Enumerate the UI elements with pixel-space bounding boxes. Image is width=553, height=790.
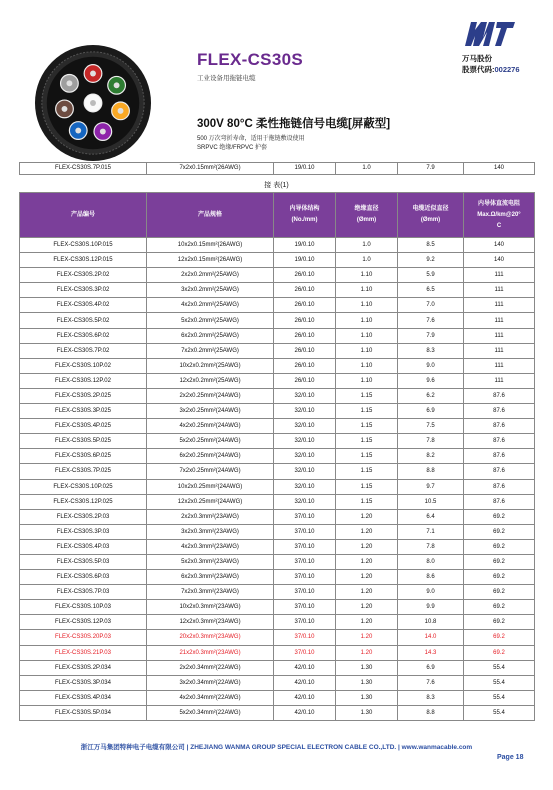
table-row	[20, 268, 535, 283]
cell-conductor: 42/0.10	[274, 675, 336, 690]
cell-diameter: 5.9	[398, 268, 464, 283]
carryover-row-table	[19, 162, 535, 175]
cell-conductor: 32/0.10	[274, 404, 336, 419]
table-row	[20, 298, 535, 313]
cell-resistance: 69.2	[464, 570, 535, 585]
cell-spec: 10x2x0.2mm²(25AWG)	[147, 358, 274, 373]
cell-diameter: 8.6	[398, 570, 464, 585]
cell-insulation: 1.15	[336, 464, 398, 479]
cell-diameter: 9.2	[398, 253, 464, 268]
cell-product-code: FLEX-CS30S.21P.03	[20, 645, 147, 660]
cell-product-code: FLEX-CS30S.10P.025	[20, 479, 147, 494]
cell-product-code: FLEX-CS30S.10P.015	[20, 238, 147, 253]
cell-conductor: 32/0.10	[274, 434, 336, 449]
cell-diameter: 6.9	[398, 404, 464, 419]
cell-resistance: 111	[464, 313, 535, 328]
cell-insulation: 1.0	[336, 253, 398, 268]
cell-insulation: 1.20	[336, 630, 398, 645]
cell-spec: 12x2x0.2mm²(25AWG)	[147, 373, 274, 388]
cell-conductor: 32/0.10	[274, 449, 336, 464]
cell-spec: 2x2x0.25mm²(24AWG)	[147, 388, 274, 403]
table-caption: 接 表(1)	[264, 182, 289, 189]
header-resistance	[464, 193, 535, 238]
cell-insulation: 1.10	[336, 358, 398, 373]
table-body	[20, 238, 535, 721]
header-diameter	[398, 193, 464, 238]
cell-conductor: 37/0.10	[274, 585, 336, 600]
cell-insulation: 1.15	[336, 434, 398, 449]
cell-insulation: 1.15	[336, 494, 398, 509]
cell-conductor: 42/0.10	[274, 660, 336, 675]
cell-resistance: 87.6	[464, 464, 535, 479]
cell-product-code: FLEX-CS30S.12P.03	[20, 615, 147, 630]
cell-resistance: 111	[464, 298, 535, 313]
cell-diameter: 6.5	[398, 283, 464, 298]
cell-resistance: 111	[464, 283, 535, 298]
cell-spec: 6x2x0.2mm²(25AWG)	[147, 328, 274, 343]
cell-spec: 3x2x0.25mm²(24AWG)	[147, 404, 274, 419]
description-line-1: 500 万次弯折寿命，适用于拖链敷设使用	[197, 136, 305, 142]
cell-conductor: 26/0.10	[274, 283, 336, 298]
cell-resistance: 111	[464, 328, 535, 343]
cell-insulation: 1.10	[336, 328, 398, 343]
cell-resistance: 111	[464, 373, 535, 388]
cell-conductor: 37/0.10	[274, 630, 336, 645]
cell-resistance: 87.6	[464, 449, 535, 464]
brand-name: 万马股份	[462, 54, 492, 63]
cell-spec: 12x2x0.25mm²(24AWG)	[147, 494, 274, 509]
cell-insulation: 1.10	[336, 313, 398, 328]
cable-cross-section-image	[34, 44, 152, 162]
cell-conductor: 26/0.10	[274, 313, 336, 328]
cell-diameter: 7.6	[398, 313, 464, 328]
cell-product-code: FLEX-CS30S.6P.02	[20, 328, 147, 343]
cell-resistance: 69.2	[464, 509, 535, 524]
cell-resistance: 111	[464, 358, 535, 373]
cell-conductor: 42/0.10	[274, 690, 336, 705]
cell-resistance: 140	[464, 163, 535, 175]
cell-diameter: 7.6	[398, 675, 464, 690]
header-label: 绝缘直径	[354, 206, 379, 212]
cell-spec: 7x2x0.25mm²(24AWG)	[147, 464, 274, 479]
cell-insulation: 1.20	[336, 570, 398, 585]
cell-conductor: 32/0.10	[274, 494, 336, 509]
cell-insulation: 1.30	[336, 690, 398, 705]
table-row	[20, 283, 535, 298]
cell-spec: 10x2x0.25mm²(24AWG)	[147, 479, 274, 494]
cell-conductor: 37/0.10	[274, 645, 336, 660]
cell-insulation: 1.10	[336, 298, 398, 313]
cell-conductor: 26/0.10	[274, 298, 336, 313]
cell-spec: 5x2x0.2mm²(25AWG)	[147, 313, 274, 328]
cell-conductor: 37/0.10	[274, 600, 336, 615]
cell-product-code: FLEX-CS30S.2P.03	[20, 509, 147, 524]
cell-insulation: 1.20	[336, 539, 398, 554]
header-spec	[147, 193, 274, 238]
table-row	[20, 313, 535, 328]
cell-insulation: 1.15	[336, 419, 398, 434]
cell-diameter: 9.0	[398, 585, 464, 600]
cell-conductor: 26/0.10	[274, 343, 336, 358]
cell-product-code: FLEX-CS30S.5P.03	[20, 554, 147, 569]
table-row	[20, 494, 535, 509]
cell-spec: 4x2x0.3mm²(23AWG)	[147, 539, 274, 554]
cell-spec: 6x2x0.3mm²(23AWG)	[147, 570, 274, 585]
cell-diameter: 8.3	[398, 690, 464, 705]
cell-resistance: 140	[464, 253, 535, 268]
cell-spec: 5x2x0.34mm²(22AWG)	[147, 705, 274, 720]
cell-product-code: FLEX-CS30S.3P.034	[20, 675, 147, 690]
table-row	[20, 570, 535, 585]
cell-insulation: 1.20	[336, 524, 398, 539]
header-label: 产品规格	[197, 211, 222, 218]
cell-diameter: 7.9	[398, 328, 464, 343]
cell-product-code: FLEX-CS30S.4P.034	[20, 690, 147, 705]
cell-diameter: 8.8	[398, 464, 464, 479]
product-subtitle: 工业设备用拖链电缆	[197, 75, 256, 82]
cell-diameter: 14.0	[398, 630, 464, 645]
cell-product-code: FLEX-CS30S.5P.025	[20, 434, 147, 449]
cell-resistance: 55.4	[464, 660, 535, 675]
cell-insulation: 1.0	[336, 238, 398, 253]
table-header-row	[20, 193, 535, 238]
cell-spec: 10x2x0.3mm²(23AWG)	[147, 600, 274, 615]
table-row	[20, 358, 535, 373]
cell-product-code: FLEX-CS30S.5P.034	[20, 705, 147, 720]
cell-diameter: 8.2	[398, 449, 464, 464]
cell-spec: 21x2x0.3mm²(23AWG)	[147, 645, 274, 660]
cell-diameter: 8.3	[398, 343, 464, 358]
header-insulation	[336, 193, 398, 238]
cell-insulation: 1.10	[336, 283, 398, 298]
header-label: (Ømm)	[356, 217, 377, 223]
cell-product-code: FLEX-CS30S.7P.025	[20, 464, 147, 479]
cell-conductor: 26/0.10	[274, 328, 336, 343]
header-label: (No./mm)	[291, 217, 318, 223]
cell-spec: 4x2x0.25mm²(24AWG)	[147, 419, 274, 434]
cell-resistance: 87.6	[464, 404, 535, 419]
cell-conductor: 19/0.10	[274, 238, 336, 253]
cell-spec: 3x2x0.34mm²(22AWG)	[147, 675, 274, 690]
cell-resistance: 55.4	[464, 705, 535, 720]
cell-product-code: FLEX-CS30S.3P.025	[20, 404, 147, 419]
cell-diameter: 7.8	[398, 539, 464, 554]
cell-diameter: 9.7	[398, 479, 464, 494]
table-row	[20, 163, 535, 175]
cell-spec: 3x2x0.2mm²(25AWG)	[147, 283, 274, 298]
cell-resistance: 69.2	[464, 554, 535, 569]
table-row	[20, 464, 535, 479]
table-row	[20, 660, 535, 675]
wanma-logo-icon	[463, 18, 517, 48]
cell-conductor: 37/0.10	[274, 554, 336, 569]
cell-insulation: 1.20	[336, 600, 398, 615]
table-row	[20, 373, 535, 388]
cell-diameter: 6.9	[398, 660, 464, 675]
cell-spec: 5x2x0.25mm²(24AWG)	[147, 434, 274, 449]
cell-diameter: 8.0	[398, 554, 464, 569]
table-row	[20, 705, 535, 720]
table-row	[20, 509, 535, 524]
table-row	[20, 388, 535, 403]
cell-insulation: 1.15	[336, 388, 398, 403]
page-number: Page 18	[497, 754, 524, 761]
cell-spec: 2x2x0.34mm²(22AWG)	[147, 660, 274, 675]
cell-product-code: FLEX-CS30S.6P.025	[20, 449, 147, 464]
cell-conductor: 26/0.10	[274, 268, 336, 283]
cell-diameter: 7.8	[398, 434, 464, 449]
table-row	[20, 645, 535, 660]
description-line-2: SRPVC 绝缘/FRPVC 护套	[197, 145, 268, 151]
cell-insulation: 1.30	[336, 675, 398, 690]
table-row	[20, 434, 535, 449]
cell-conductor: 37/0.10	[274, 615, 336, 630]
cell-product-code: FLEX-CS30S.2P.034	[20, 660, 147, 675]
cell-resistance: 87.6	[464, 479, 535, 494]
cell-spec: 4x2x0.34mm²(22AWG)	[147, 690, 274, 705]
cell-diameter: 6.4	[398, 509, 464, 524]
cell-resistance: 69.2	[464, 615, 535, 630]
cell-resistance: 87.6	[464, 494, 535, 509]
cell-insulation: 1.20	[336, 585, 398, 600]
cell-resistance: 69.2	[464, 645, 535, 660]
header-label: 电缆近似直径	[412, 206, 449, 212]
cell-product-code: FLEX-CS30S.3P.03	[20, 524, 147, 539]
table-row	[20, 253, 535, 268]
cell-diameter: 10.8	[398, 615, 464, 630]
cell-product-code: FLEX-CS30S.3P.02	[20, 283, 147, 298]
cell-spec: 5x2x0.3mm²(23AWG)	[147, 554, 274, 569]
cell-diameter: 6.2	[398, 388, 464, 403]
cell-insulation: 1.10	[336, 343, 398, 358]
cell-conductor: 37/0.10	[274, 524, 336, 539]
cell-diameter: 9.9	[398, 600, 464, 615]
cell-product-code: FLEX-CS30S.20P.03	[20, 630, 147, 645]
cell-product-code: FLEX-CS30S.10P.03	[20, 600, 147, 615]
cell-spec: 7x2x0.15mm²(26AWG)	[147, 163, 274, 175]
cell-insulation: 1.30	[336, 705, 398, 720]
cell-spec: 7x2x0.3mm²(23AWG)	[147, 585, 274, 600]
cell-conductor: 32/0.10	[274, 464, 336, 479]
cell-product-code: FLEX-CS30S.7P.03	[20, 585, 147, 600]
header-label: C	[496, 222, 502, 229]
cell-product-code: FLEX-CS30S.7P.015	[20, 163, 147, 175]
cell-conductor: 32/0.10	[274, 419, 336, 434]
stock-label: 股票代码:	[462, 65, 495, 74]
table-row	[20, 615, 535, 630]
cell-product-code: FLEX-CS30S.4P.025	[20, 419, 147, 434]
spec-table	[19, 192, 535, 721]
section-heading: 300V 80°C 柔性拖链信号电缆[屏蔽型]	[197, 118, 391, 130]
cell-product-code: FLEX-CS30S.10P.02	[20, 358, 147, 373]
table-row	[20, 404, 535, 419]
table-row	[20, 479, 535, 494]
table-row	[20, 675, 535, 690]
cell-diameter: 10.5	[398, 494, 464, 509]
cell-insulation: 1.0	[336, 163, 398, 175]
header-label: 产品编号	[70, 211, 95, 218]
cell-conductor: 32/0.10	[274, 388, 336, 403]
cell-resistance: 69.2	[464, 539, 535, 554]
table-row	[20, 600, 535, 615]
cell-diameter: 9.0	[398, 358, 464, 373]
cell-diameter: 9.6	[398, 373, 464, 388]
stock-code-value: 002276	[494, 65, 520, 74]
cell-product-code: FLEX-CS30S.6P.03	[20, 570, 147, 585]
cell-diameter: 7.9	[398, 163, 464, 175]
cell-conductor: 42/0.10	[274, 705, 336, 720]
cell-product-code: FLEX-CS30S.5P.02	[20, 313, 147, 328]
cell-resistance: 87.6	[464, 434, 535, 449]
cell-resistance: 69.2	[464, 630, 535, 645]
cell-conductor: 37/0.10	[274, 539, 336, 554]
cell-diameter: 7.5	[398, 419, 464, 434]
header-label: (Ømm)	[420, 217, 441, 223]
cell-conductor: 19/0.10	[274, 163, 336, 175]
cell-spec: 12x2x0.15mm²(26AWG)	[147, 253, 274, 268]
cell-insulation: 1.20	[336, 615, 398, 630]
table-row	[20, 524, 535, 539]
cell-spec: 20x2x0.3mm²(23AWG)	[147, 630, 274, 645]
cell-conductor: 26/0.10	[274, 373, 336, 388]
cell-insulation: 1.30	[336, 660, 398, 675]
table-row	[20, 343, 535, 358]
header-product-code	[20, 193, 147, 238]
cell-resistance: 55.4	[464, 675, 535, 690]
cell-diameter: 14.3	[398, 645, 464, 660]
cell-spec: 12x2x0.3mm²(23AWG)	[147, 615, 274, 630]
cell-diameter: 7.1	[398, 524, 464, 539]
cell-spec: 7x2x0.2mm²(25AWG)	[147, 343, 274, 358]
cell-conductor: 37/0.10	[274, 509, 336, 524]
table-row	[20, 630, 535, 645]
header-conductor	[274, 193, 336, 238]
cell-conductor: 19/0.10	[274, 253, 336, 268]
cell-resistance: 69.2	[464, 524, 535, 539]
cell-product-code: FLEX-CS30S.4P.03	[20, 539, 147, 554]
product-title: FLEX-CS30S	[197, 50, 303, 69]
cell-conductor: 26/0.10	[274, 358, 336, 373]
table-row	[20, 554, 535, 569]
table-row	[20, 585, 535, 600]
header-label: 内导体直流电阻	[477, 200, 520, 207]
cell-insulation: 1.15	[336, 404, 398, 419]
table-row	[20, 449, 535, 464]
cell-insulation: 1.10	[336, 373, 398, 388]
stock-code	[462, 64, 520, 75]
cell-resistance: 55.4	[464, 690, 535, 705]
cell-spec: 4x2x0.2mm²(25AWG)	[147, 298, 274, 313]
cell-product-code: FLEX-CS30S.12P.015	[20, 253, 147, 268]
table-row	[20, 690, 535, 705]
cell-product-code: FLEX-CS30S.12P.02	[20, 373, 147, 388]
cell-spec: 2x2x0.3mm²(23AWG)	[147, 509, 274, 524]
cell-product-code: FLEX-CS30S.2P.02	[20, 268, 147, 283]
cell-product-code: FLEX-CS30S.12P.025	[20, 494, 147, 509]
footer-company: 浙江万马集团特种电子电缆有限公司 | ZHEJIANG WANMA GROUP SPECIAL ELECTRON CABLE CO.,LTD. | www.wanmacable.com	[80, 744, 473, 751]
cell-diameter: 7.0	[398, 298, 464, 313]
cell-insulation: 1.20	[336, 554, 398, 569]
cell-resistance: 69.2	[464, 600, 535, 615]
cell-insulation: 1.20	[336, 645, 398, 660]
cell-insulation: 1.15	[336, 479, 398, 494]
table-row	[20, 238, 535, 253]
cell-conductor: 32/0.10	[274, 479, 336, 494]
cell-resistance: 87.6	[464, 419, 535, 434]
cell-spec: 6x2x0.25mm²(24AWG)	[147, 449, 274, 464]
cell-resistance: 69.2	[464, 585, 535, 600]
cell-spec: 3x2x0.3mm²(23AWG)	[147, 524, 274, 539]
cell-insulation: 1.15	[336, 449, 398, 464]
cell-resistance: 111	[464, 268, 535, 283]
cell-diameter: 8.8	[398, 705, 464, 720]
cell-insulation: 1.20	[336, 509, 398, 524]
table-row	[20, 539, 535, 554]
cell-insulation: 1.10	[336, 268, 398, 283]
cell-spec: 2x2x0.2mm²(25AWG)	[147, 268, 274, 283]
header-label: Max.Ω/km@20°	[477, 211, 521, 218]
table-row	[20, 328, 535, 343]
cell-resistance: 140	[464, 238, 535, 253]
cell-product-code: FLEX-CS30S.2P.025	[20, 388, 147, 403]
cell-diameter: 8.5	[398, 238, 464, 253]
cell-resistance: 111	[464, 343, 535, 358]
cell-product-code: FLEX-CS30S.4P.02	[20, 298, 147, 313]
cell-resistance: 87.6	[464, 388, 535, 403]
header-label: 内导体结构	[289, 206, 320, 212]
cell-spec: 10x2x0.15mm²(26AWG)	[147, 238, 274, 253]
table-row	[20, 419, 535, 434]
cell-conductor: 37/0.10	[274, 570, 336, 585]
cell-product-code: FLEX-CS30S.7P.02	[20, 343, 147, 358]
